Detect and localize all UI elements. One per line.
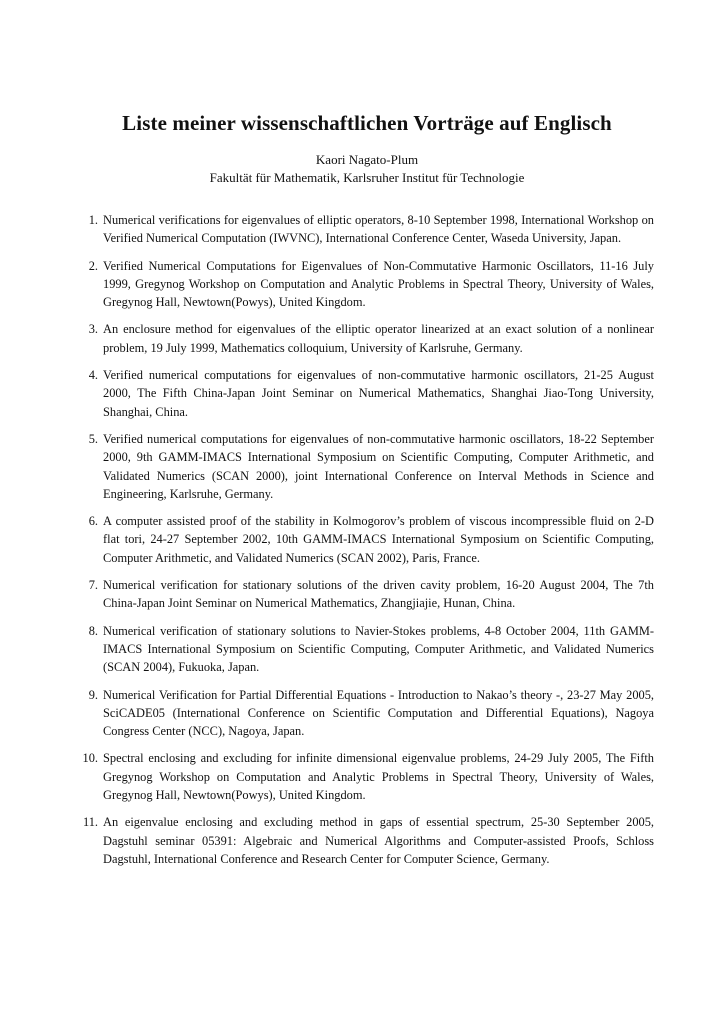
list-item-text: Verified numerical computations for eigenvalues of non-commutative harmonic oscillators, 18-22 September 2000, 9th GAMM-IMACS International Symposium on Scientific Computing, Computer Arithmetic, and Validated Numerics (SCAN 2000), joint International Conference on Interval Methods in Science and Engineering, Karlsruhe, Germany. bbox=[103, 431, 654, 501]
author-name: Kaori Nagato-Plum bbox=[315, 152, 419, 167]
list-item-number: 4. bbox=[88, 368, 98, 383]
list-item bbox=[80, 749, 654, 804]
document-title: Liste meiner wissenschaftlichen Vorträge auf Englisch bbox=[122, 111, 612, 135]
list-item-text: Numerical verification for stationary solutions of the driven cavity problem, 16-20 August 2004, The 7th China-Japan Joint Seminar on Numerical Mathematics, Zhangjiajie, Hunan, China. bbox=[103, 578, 654, 611]
list-item-number: 3. bbox=[88, 322, 98, 337]
list-item-number: 5. bbox=[88, 431, 98, 446]
list-item bbox=[80, 622, 654, 677]
document-page bbox=[80, 108, 654, 877]
list-item-text: Numerical verifications for eigenvalues of elliptic operators, 8-10 September 1998, International Workshop on Verified Numerical Computation (IWVNC), International Conference Center, Waseda University, Japan. bbox=[103, 213, 654, 246]
list-item bbox=[80, 320, 654, 357]
list-item bbox=[80, 430, 654, 503]
talk-list bbox=[80, 211, 654, 868]
list-item bbox=[80, 366, 654, 421]
list-item bbox=[80, 686, 654, 741]
list-item-text: Verified Numerical Computations for Eigenvalues of Non-Commutative Harmonic Oscillators, 11-16 July 1999, Gregynog Workshop on Computation and Analytic Problems in Spectral Theory, University of Wales, Gregynog Hall, Newtown(Powys), United Kingdom. bbox=[103, 258, 654, 310]
list-item bbox=[80, 211, 654, 248]
list-item-number: 7. bbox=[88, 578, 98, 593]
list-item-text: An enclosure method for eigenvalues of the elliptic operator linearized at an exact solution of a nonlinear problem, 19 July 1999, Mathematics colloquium, University of Karlsruhe, Germany. bbox=[103, 322, 654, 355]
list-item-number: 8. bbox=[88, 623, 98, 638]
list-item-number: 10. bbox=[82, 751, 98, 766]
list-item bbox=[80, 512, 654, 567]
list-item-number: 2. bbox=[88, 258, 98, 273]
list-item-number: 9. bbox=[88, 687, 98, 702]
list-item-number: 6. bbox=[88, 514, 98, 529]
author-affiliation: Fakultät für Mathematik, Karlsruher Institut für Technologie bbox=[209, 170, 525, 185]
list-item-number: 1. bbox=[88, 213, 98, 227]
list-item-text: Verified numerical computations for eigenvalues of non-commutative harmonic oscillators, 21-25 August 2000, The Fifth China-Japan Joint Seminar on Numerical Mathematics, Shanghai Jiao-Tong University, Shanghai, China. bbox=[103, 368, 654, 419]
list-item-text: A computer assisted proof of the stability in Kolmogorov’s problem of viscous incompressible fluid on 2-D flat tori, 24-27 September 2002, 10th GAMM-IMACS International Symposium on Scientific Computing, Computer Arithmetic, and Validated Numerics (SCAN 2002), Paris, France. bbox=[103, 514, 654, 565]
list-item bbox=[80, 813, 654, 868]
list-item-text: Spectral enclosing and excluding for infinite dimensional eigenvalue problems, 24-29 July 2005, The Fifth Gregynog Workshop on Computation and Analytic Problems in Spectral Theory, University of Wales, Gregynog Hall, Newtown(Powys), United Kingdom. bbox=[103, 751, 654, 803]
list-item-text: Numerical verification of stationary solutions to Navier-Stokes problems, 4-8 October 2004, 11th GAMM-IMACS International Symposium on Scientific Computing, Computer Arithmetic, and Validated Numerics (SCAN 2004), Fukuoka, Japan. bbox=[103, 623, 654, 675]
list-item-text: Numerical Verification for Partial Differential Equations - Introduction to Nakao’s theory -, 23-27 May 2005, SciCADE05 (International Conference on Scientific Computation and Differential Equations), Nagoya Congress Center (NCC), Nagoya, Japan. bbox=[103, 687, 654, 739]
list-item bbox=[80, 257, 654, 312]
list-item-number: 11. bbox=[82, 815, 98, 830]
list-item bbox=[80, 576, 654, 613]
list-item-text: An eigenvalue enclosing and excluding method in gaps of essential spectrum, 25-30 September 2005, Dagstuhl seminar 05391: Algebraic and Numerical Algorithms and Computer-assisted Proofs, Schloss Dagstuhl, International Conference and Research Center for Computer Science, Germany. bbox=[103, 815, 654, 866]
